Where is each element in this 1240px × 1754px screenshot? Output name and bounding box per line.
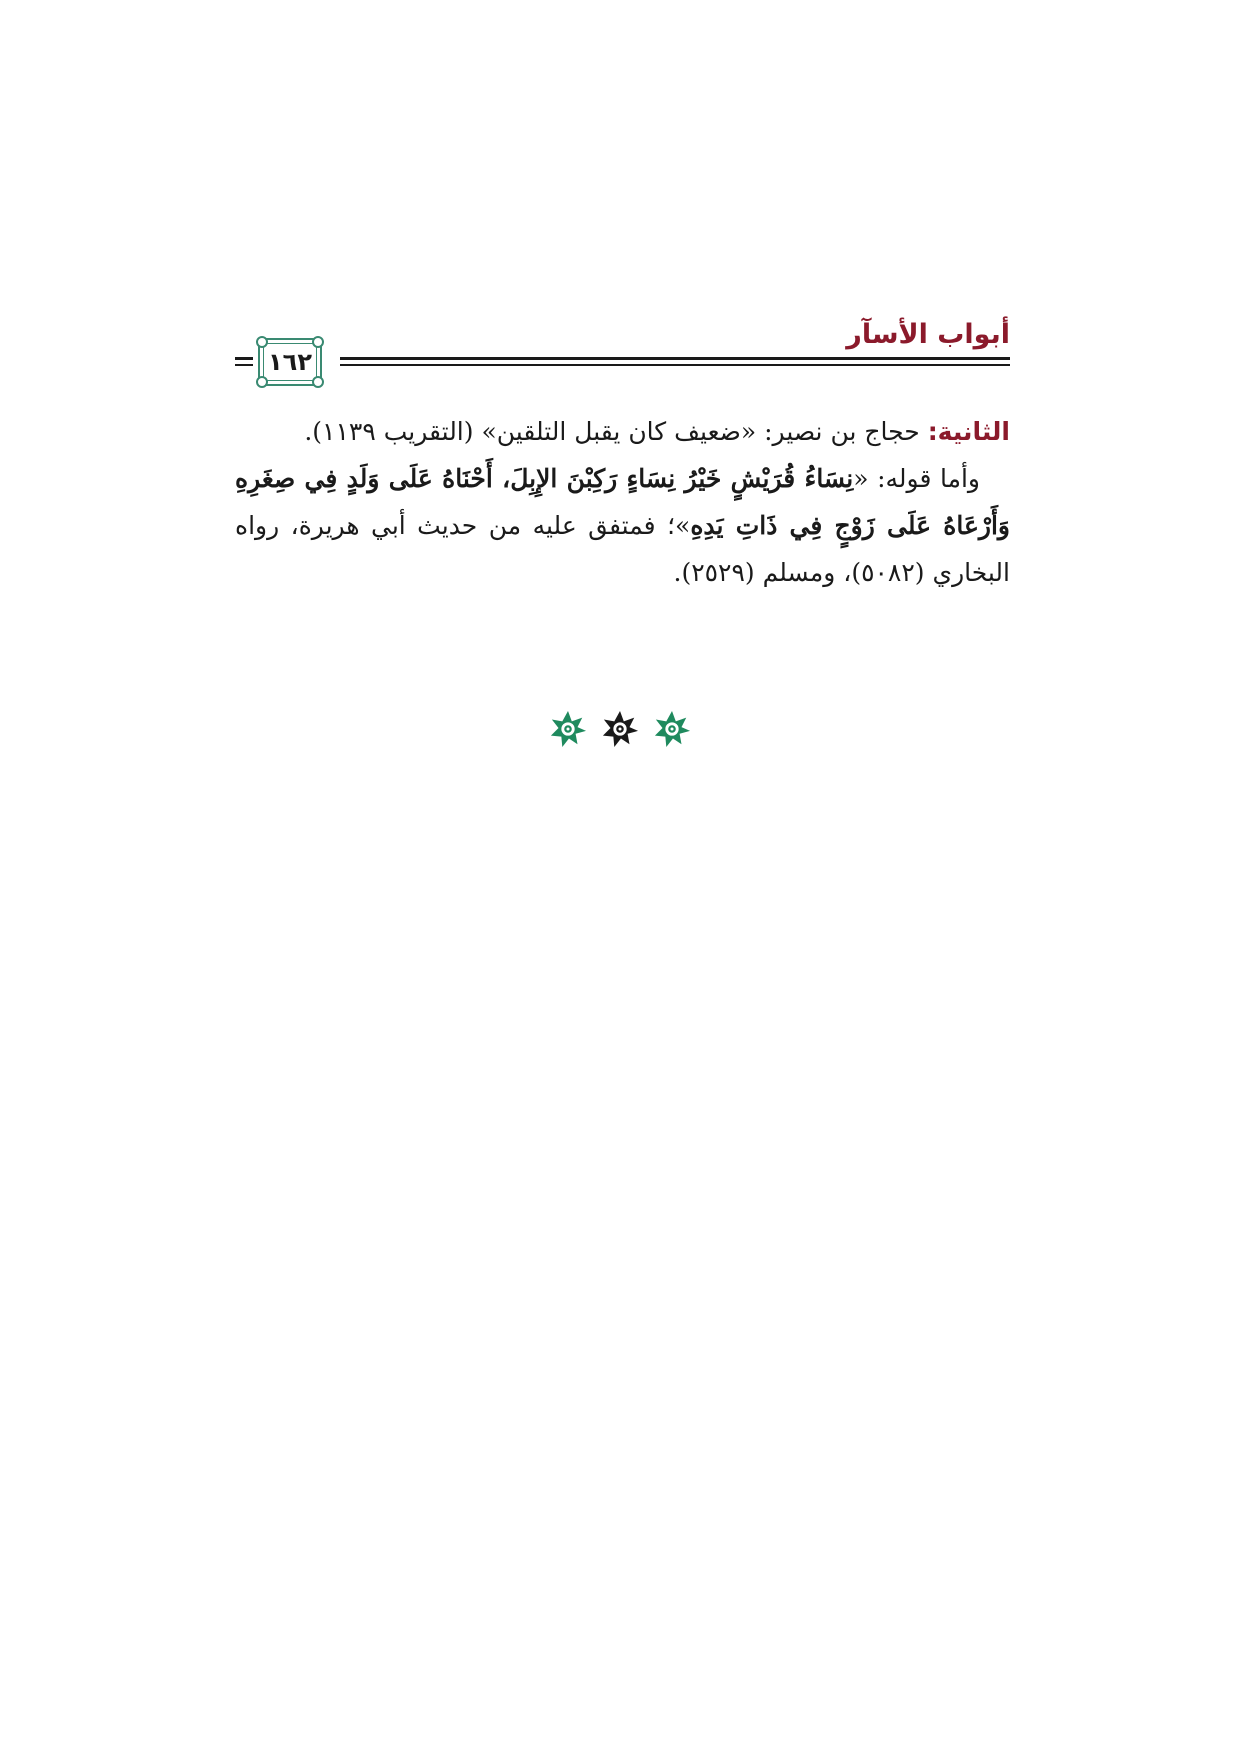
frame-corner-ornament xyxy=(256,376,268,388)
paragraph-hadith xyxy=(235,455,1010,596)
page-body xyxy=(235,408,1010,596)
header-rule-top xyxy=(340,357,1010,360)
header-rule-left-bottom xyxy=(235,364,253,366)
star-flower-icon xyxy=(653,710,691,748)
frame-corner-ornament xyxy=(312,376,324,388)
paragraph-second-narrator xyxy=(235,408,1010,455)
page-header xyxy=(235,318,1010,388)
header-rule-left-top xyxy=(235,357,253,360)
hadith-takhrij: »؛ فمتفق عليه من حديث أبي هريرة، رواه البخاري (٥٠٨٢)، ومسلم (٢٥٢٩). xyxy=(235,511,1010,587)
header-rule-bottom xyxy=(340,364,1010,366)
paragraph-text: حجاج بن نصير: «ضعيف كان يقبل التلقين» (التقريب ١١٣٩). xyxy=(304,417,928,446)
hadith-text: نِسَاءُ قُرَيْشٍ خَيْرُ نِسَاءٍ رَكِبْنَ الإِبِلَ، أَحْنَاهُ عَلَى وَلَدٍ فِي صِغَرِهِ وَأَرْعَاهُ عَلَى زَوْجٍ فِي ذَاتِ يَدِهِ xyxy=(235,464,1010,540)
page-number-frame xyxy=(258,338,322,386)
page-number: ١٦٢ xyxy=(268,348,312,376)
star-flower-icon xyxy=(549,710,587,748)
hadith-intro: وأما قوله: « xyxy=(853,464,980,493)
frame-corner-ornament xyxy=(256,336,268,348)
star-flower-icon xyxy=(601,710,639,748)
paragraph-lead-word: الثانية: xyxy=(927,417,1010,446)
running-title: أبواب الأسآر xyxy=(846,319,1010,350)
section-end-ornament xyxy=(0,710,1240,748)
frame-corner-ornament xyxy=(312,336,324,348)
